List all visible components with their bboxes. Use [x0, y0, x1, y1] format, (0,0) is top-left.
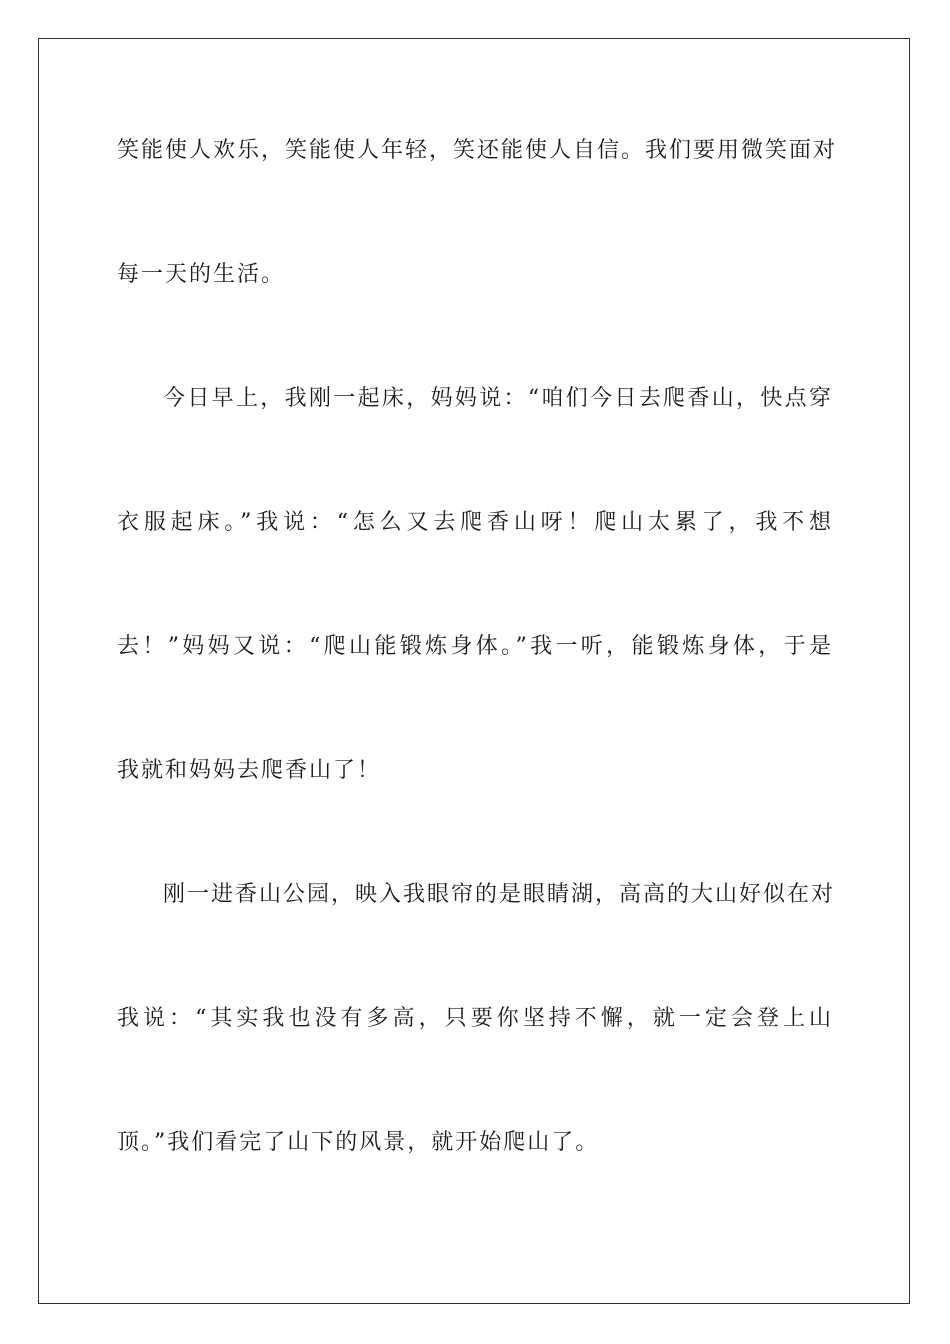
page-frame [38, 38, 910, 1304]
text-line: 顶。”我们看完了山下的风景，就开始爬山了。 [117, 1130, 600, 1155]
text-line: 笑能使人欢乐，笑能使人年轻，笑还能使人自信。我们要用微笑面对 [117, 138, 838, 163]
text-line: 衣服起床。”我说：“怎么又去爬香山呀！爬山太累了，我不想 [117, 510, 833, 535]
text-line: 我说：“其实我也没有多高，只要你坚持不懈，就一定会登上山 [117, 1006, 833, 1031]
text-line: 刚一进香山公园，映入我眼帘的是眼睛湖，高高的大山好似在对 [163, 882, 836, 907]
text-line: 去！”妈妈又说：“爬山能锻炼身体。”我一听，能锻炼身体，于是 [117, 634, 833, 659]
text-line: 每一天的生活。 [117, 262, 286, 287]
text-line: 我就和妈妈去爬香山了！ [117, 758, 382, 783]
text-line: 今日早上，我刚一起床，妈妈说：“咱们今日去爬香山，快点穿 [163, 386, 833, 411]
